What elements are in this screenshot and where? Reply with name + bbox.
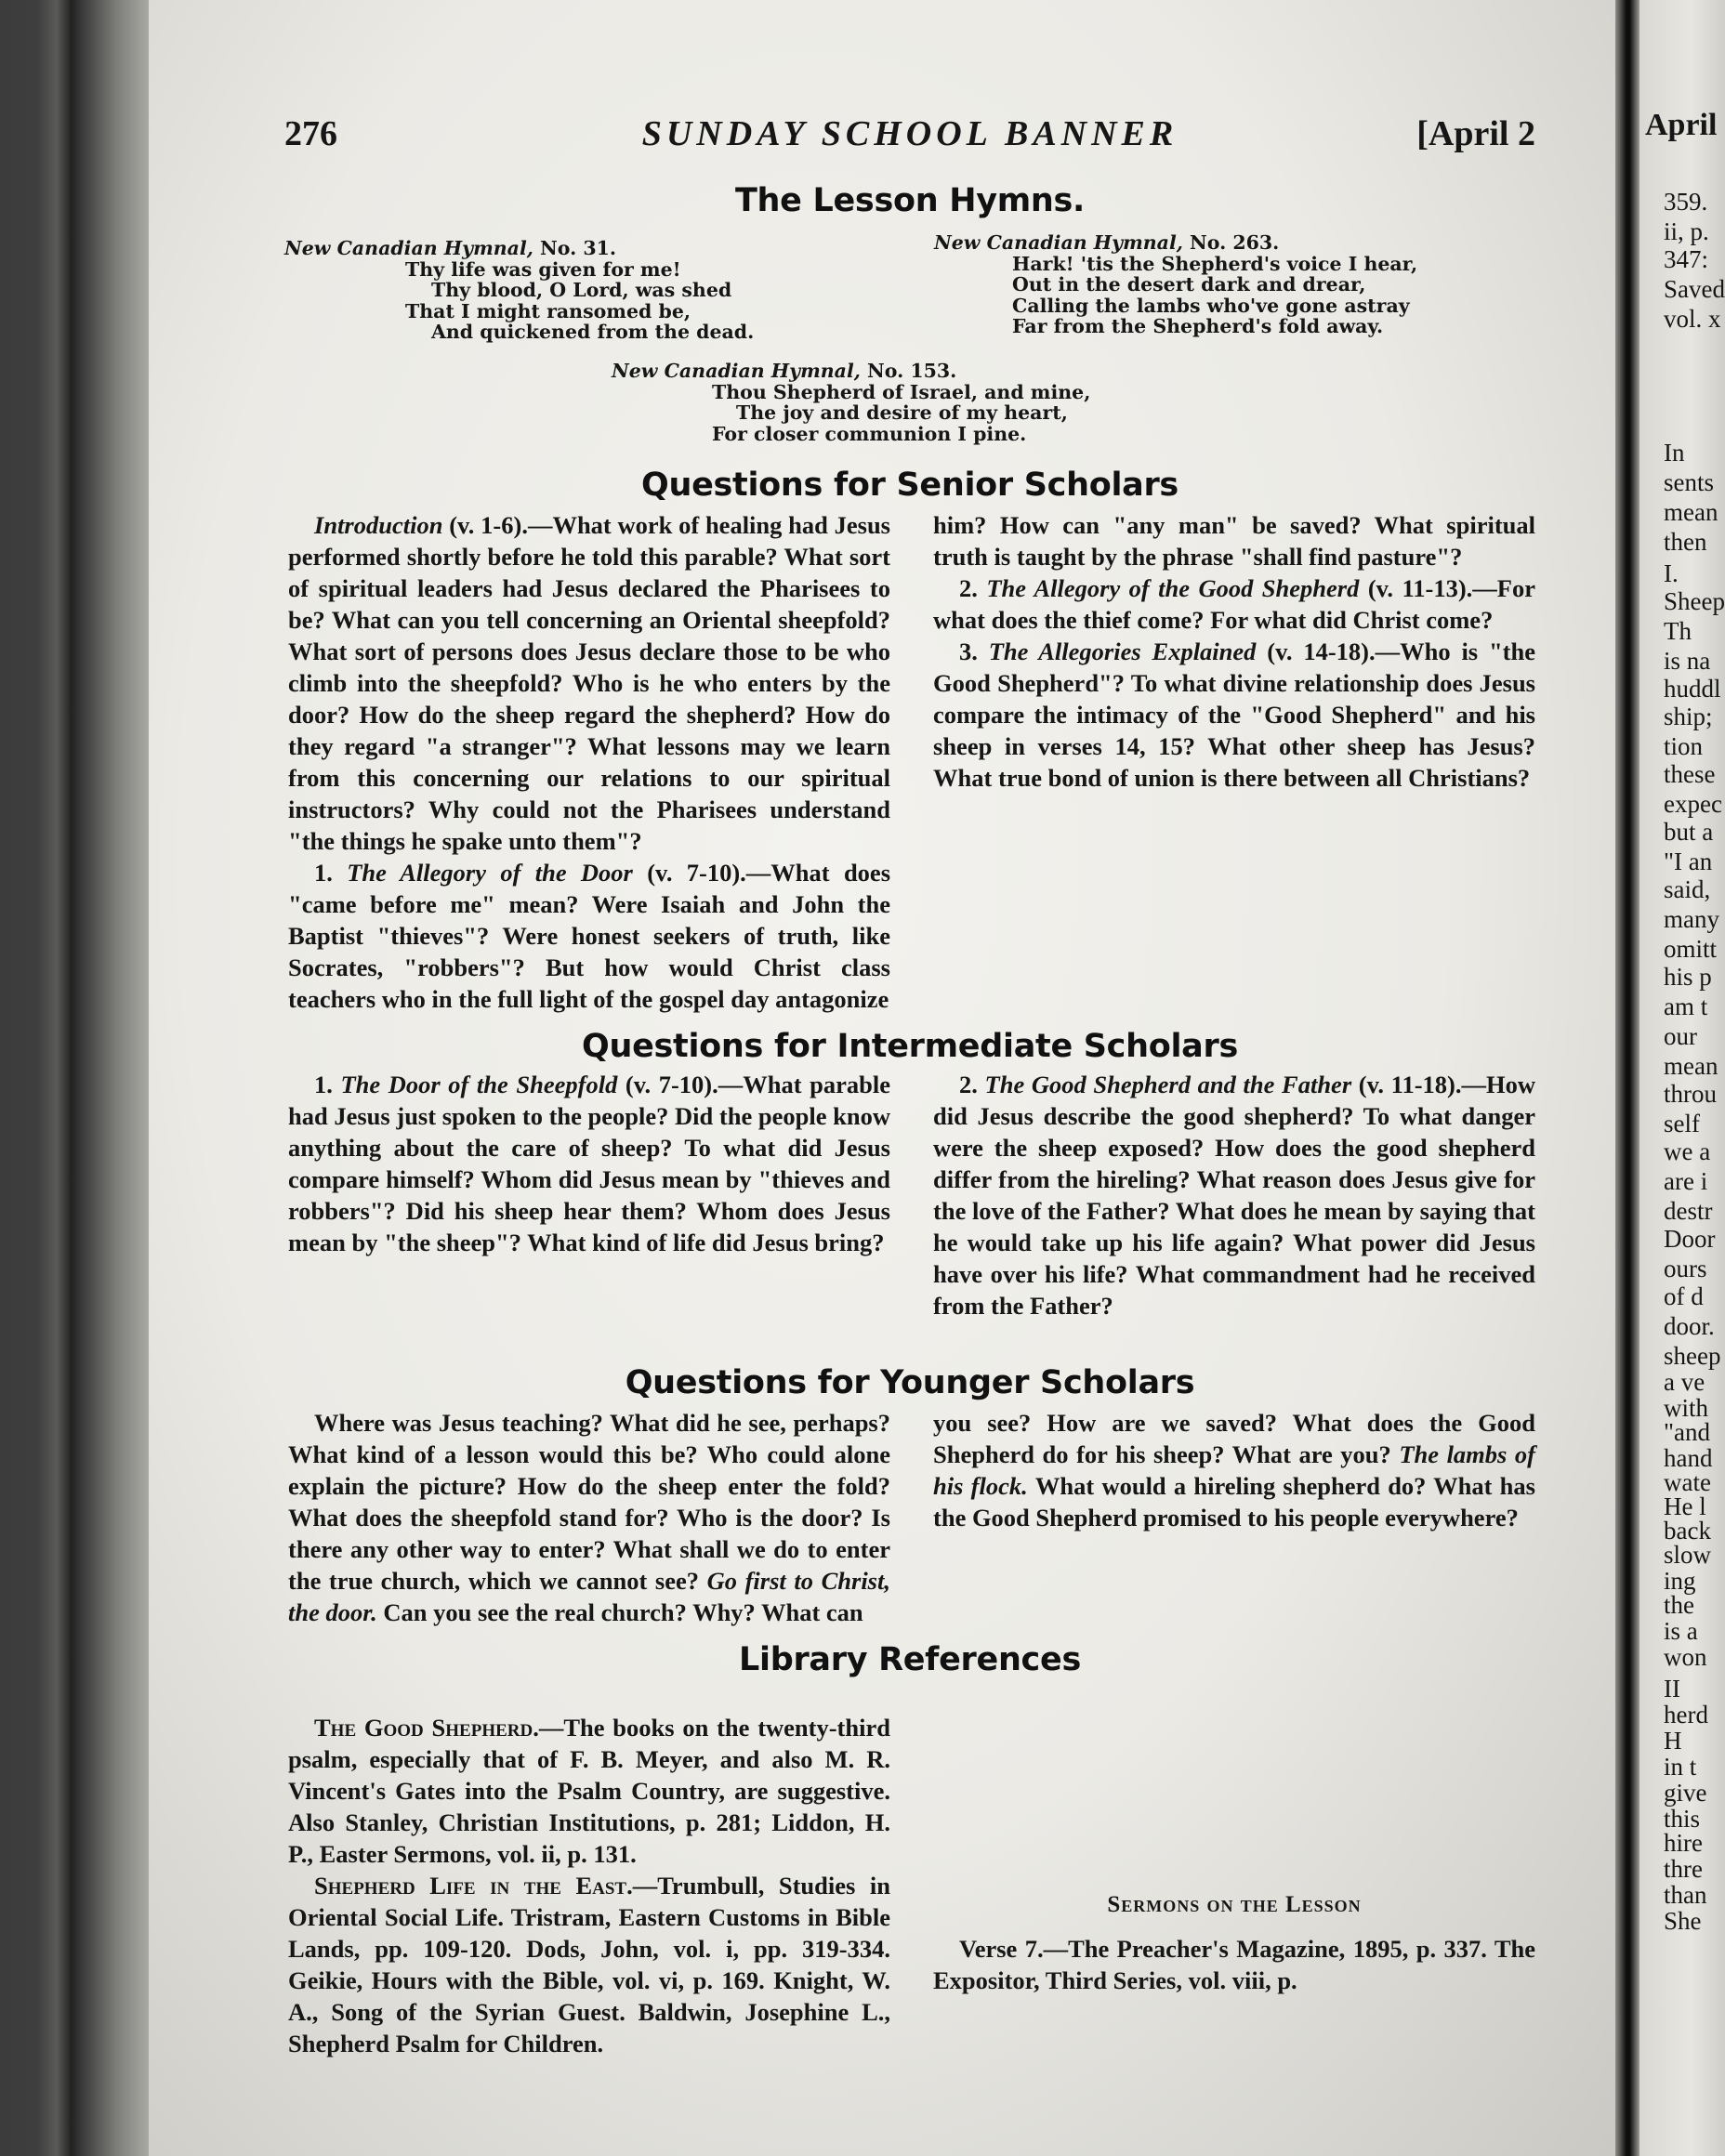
adjacent-page-fragment: 359. — [1664, 188, 1708, 216]
adjacent-page-fragment: said, — [1664, 875, 1711, 903]
hymn-line: That I might ransomed be, — [405, 299, 691, 322]
adjacent-page-fragment: is na — [1664, 647, 1711, 675]
sermons-heading: Sermons on the Lesson — [1107, 1892, 1362, 1917]
adjacent-page-fragment: II — [1664, 1675, 1680, 1702]
book-binding — [0, 0, 149, 2156]
adjacent-page-fragment: in t — [1664, 1753, 1697, 1781]
adjacent-page-fragment: are i — [1664, 1167, 1708, 1195]
adjacent-page-fragment: slow — [1664, 1541, 1712, 1569]
hymn-source: New Canadian Hymnal, — [284, 237, 533, 259]
intermediate-heading: Questions for Intermediate Scholars — [582, 1028, 1238, 1065]
hymn-block-153 — [612, 361, 1090, 444]
running-title: SUNDAY SCHOOL BANNER — [641, 114, 1179, 153]
senior-section-3: 3. The Allegories Explained (v. 14-18).—Who is "the Good Shepherd"? To what divine relationship does Jesus compare the intimacy of the "Good Shepherd" and his sheep in verses 14, 15? What other sheep has Jesus? What true bond of union is there between all Christians? — [933, 638, 1535, 792]
adjacent-page-fragment: won — [1664, 1643, 1707, 1671]
column-continuation: you see? How are we saved? What does the Good Shepherd do for his sheep? What are you? The lambs of his flock. What would a hireling shepherd do? What has the Good Shepherd promised to his people everywhere? — [933, 1409, 1535, 1532]
hymn-number: No. 31. — [540, 237, 617, 259]
hymn-line: Thy life was given for me! — [405, 257, 681, 281]
adjacent-page-fragment: mean — [1664, 1052, 1718, 1080]
hymn-line: Far from the Shepherd's fold away. — [1012, 315, 1384, 337]
adjacent-page-fragment: "and — [1664, 1418, 1711, 1446]
adjacent-page-fragment: ii, p. — [1664, 217, 1709, 245]
sermons-text: Verse 7.—The Preacher's Magazine, 1895, p. 337. The Expositor, Third Series, vol. viii, p. — [933, 1935, 1535, 1994]
adjacent-page-fragment: vol. x — [1664, 305, 1721, 333]
adjacent-page-fragment: our — [1664, 1022, 1697, 1050]
adjacent-page-fragment: Saved — [1664, 275, 1725, 303]
hymn-line: Out in the desert dark and drear, — [1012, 273, 1366, 296]
hymn-line: Hark! 'tis the Shepherd's voice I hear, — [1012, 252, 1418, 275]
adjacent-page-fragment: I. — [1664, 559, 1679, 587]
adjacent-page-fragment: back — [1664, 1517, 1711, 1545]
adjacent-page-fragment: sheep — [1664, 1342, 1721, 1370]
adjacent-page-fragment: is a — [1664, 1617, 1698, 1645]
adjacent-page-fragment: am t — [1664, 993, 1708, 1020]
hymn-source: New Canadian Hymnal, — [612, 360, 861, 382]
adjacent-page-fragment: but a — [1664, 818, 1714, 846]
adjacent-page-fragment: April — [1645, 108, 1718, 142]
column-continuation: him? How can "any man" be saved? What spiritual truth is taught by the phrase "shall find pasture"? — [933, 511, 1535, 571]
intermediate-section-1: 1. The Door of the Sheepfold (v. 7-10).—What parable had Jesus just spoken to the people? Did the people know anything about the care of sheep? To what did Jesus compare himself? Whom did Jesus mean by "thieves and robbers"? Did his sheep hear them? Whom does Jesus mean by "the sheep"? What kind of life did Jesus bring? — [288, 1071, 890, 1256]
hymn-block-31 — [284, 238, 754, 343]
senior-column-left — [288, 509, 890, 1015]
adjacent-page-edge — [1639, 0, 1725, 2156]
adjacent-page-fragment: hire — [1664, 1829, 1703, 1857]
adjacent-page-fragment: these — [1664, 760, 1716, 788]
younger-column-right — [933, 1407, 1535, 1533]
adjacent-page-fragment: a ve — [1664, 1368, 1705, 1396]
adjacent-page-fragment: door. — [1664, 1312, 1715, 1340]
sermons-text-block — [933, 1933, 1535, 1996]
adjacent-page-fragment: his p — [1664, 963, 1712, 991]
adjacent-page-fragment: ing — [1664, 1567, 1696, 1595]
intermediate-column-right — [933, 1069, 1535, 1321]
adjacent-page-fragment: expec — [1664, 790, 1722, 818]
running-header — [284, 113, 1535, 160]
intermediate-column-left — [288, 1069, 890, 1258]
adjacent-page-fragment: destr — [1664, 1197, 1713, 1225]
adjacent-page-fragment: many — [1664, 905, 1719, 933]
hymn-line: The joy and desire of my heart, — [736, 401, 1068, 424]
adjacent-page-fragment: H — [1664, 1727, 1682, 1755]
adjacent-page-fragment: hand — [1664, 1444, 1713, 1472]
page-gutter — [1615, 0, 1639, 2156]
adjacent-page-fragment: the — [1664, 1591, 1694, 1619]
hymn-source: New Canadian Hymnal, — [934, 231, 1183, 254]
adjacent-page-fragment: sents — [1664, 468, 1714, 496]
adjacent-page-fragment: In — [1664, 439, 1685, 467]
adjacent-page-fragment: we a — [1664, 1137, 1711, 1165]
library-shepherd-life: Shepherd Life in the East.—Trumbull, Studies in Oriental Social Life. Tristram, Eastern Customs in Bible Lands, pp. 109-120. Dods, John, vol. i, pp. 319-334. Geikie, Hours with the Bible, vol. vi, p. 169. Knight, W. A., Song of the Syrian Guest. Baldwin, Josephine L., Shepherd Psalm for Children. — [288, 1872, 890, 2057]
adjacent-page-fragment: of d — [1664, 1282, 1704, 1310]
senior-section-2: 2. The Allegory of the Good Shepherd (v. 11-13).—For what does the thief come? For what did Christ come? — [933, 574, 1535, 634]
adjacent-page-fragment: "I an — [1664, 848, 1713, 875]
adjacent-page-fragment: then — [1664, 528, 1707, 556]
younger-questions: Where was Jesus teaching? What did he see, perhaps? What kind of a lesson would this be? Who could alone explain the picture? How do the sheep enter the fold? What does the sheepfold stand for? Who is the door? Is there any other way to enter? What shall we do to enter the true church, which we cannot see? Go first to Christ, the door. Can you see the real church? Why? What can — [288, 1409, 890, 1626]
library-column-left — [288, 1712, 890, 2059]
adjacent-page-fragment: thre — [1664, 1855, 1703, 1883]
senior-column-right — [933, 509, 1535, 794]
senior-heading: Questions for Senior Scholars — [641, 467, 1179, 504]
adjacent-page-fragment: ours — [1664, 1255, 1707, 1282]
younger-heading: Questions for Younger Scholars — [625, 1364, 1195, 1401]
hymn-line: Thy blood, O Lord, was shed — [431, 279, 732, 301]
adjacent-page-fragment: 347: — [1664, 245, 1709, 273]
adjacent-page-fragment: She — [1664, 1907, 1702, 1935]
hymn-line: And quickened from the dead. — [431, 321, 755, 343]
hymn-block-263 — [934, 232, 1417, 337]
adjacent-page-fragment: Door — [1664, 1225, 1716, 1253]
hymns-heading: The Lesson Hymns. — [734, 182, 1086, 219]
issue-date: [April 2 — [1416, 114, 1535, 153]
library-heading: Library References — [739, 1641, 1081, 1678]
adjacent-page-fragment: self — [1664, 1110, 1700, 1137]
hymn-line: For closer communion I pine. — [712, 422, 1027, 445]
adjacent-page-fragment: ship; — [1664, 703, 1713, 730]
adjacent-page-fragment: herd — [1664, 1701, 1708, 1729]
adjacent-page-fragment: than — [1664, 1881, 1707, 1909]
younger-column-left — [288, 1407, 890, 1628]
adjacent-page-fragment: give — [1664, 1779, 1707, 1807]
adjacent-page-fragment: with — [1664, 1394, 1709, 1422]
senior-section-1: 1. The Allegory of the Door (v. 7-10).—What does "came before me" mean? Were Isaiah and John the Baptist "thieves"? Were honest seekers of truth, like Socrates, "robbers"? But how would Christ class teachers who in the full light of the gospel day antagonize — [288, 859, 890, 1013]
adjacent-page-fragment: wate — [1664, 1468, 1711, 1496]
adjacent-page-fragment: Sheep — [1664, 587, 1725, 615]
adjacent-page-fragment: this — [1664, 1805, 1701, 1833]
adjacent-page-fragment: Th — [1664, 617, 1692, 645]
adjacent-page-fragment: mean — [1664, 498, 1718, 526]
hymn-line: Thou Shepherd of Israel, and mine, — [712, 380, 1091, 403]
library-good-shepherd: The Good Shepherd.—The books on the twenty-third psalm, especially that of F. B. Meyer, and also M. R. Vincent's Gates into the Psalm Country, are suggestive. Also Stanley, Christian Institutions, p. 281; Liddon, H. P., Easter Sermons, vol. ii, p. 131. — [288, 1714, 890, 1868]
hymn-line: Calling the lambs who've gone astray — [1012, 294, 1410, 317]
adjacent-page-fragment: tion — [1664, 732, 1704, 760]
adjacent-page-fragment: He l — [1664, 1492, 1706, 1520]
hymn-number: No. 153. — [867, 360, 957, 382]
hymn-number: No. 263. — [1190, 231, 1280, 254]
adjacent-page-fragment: huddl — [1664, 675, 1721, 703]
intermediate-section-2: 2. The Good Shepherd and the Father (v. 11-18).—How did Jesus describe the good shepherd? To what danger were the sheep exposed? How does the good shepherd differ from the hireling? What reason does Jesus give for the love of the Father? What does he mean by saying that he would take up his life again? What power did Jesus have over his life? What commandment had he received from the Father? — [933, 1071, 1535, 1320]
adjacent-page-fragment: throu — [1664, 1080, 1717, 1108]
page-number: 276 — [284, 114, 337, 153]
adjacent-page-fragment: omitt — [1664, 935, 1718, 963]
senior-intro: Introduction (v. 1-6).—What work of healing had Jesus performed shortly before he told this parable? What sort of spiritual leaders had Jesus declared the Pharisees to be? What can you tell concerning an Oriental sheepfold? What sort of persons does Jesus declare those to be who climb into the sheepfold? Who is he who enters by the door? How do the sheep regard the shepherd? How do they regard "a stranger"? What lessons may we learn from this concerning our relations to our spiritual instructors? Why could not the Pharisees understand "the things he spake unto them"? — [288, 511, 890, 855]
